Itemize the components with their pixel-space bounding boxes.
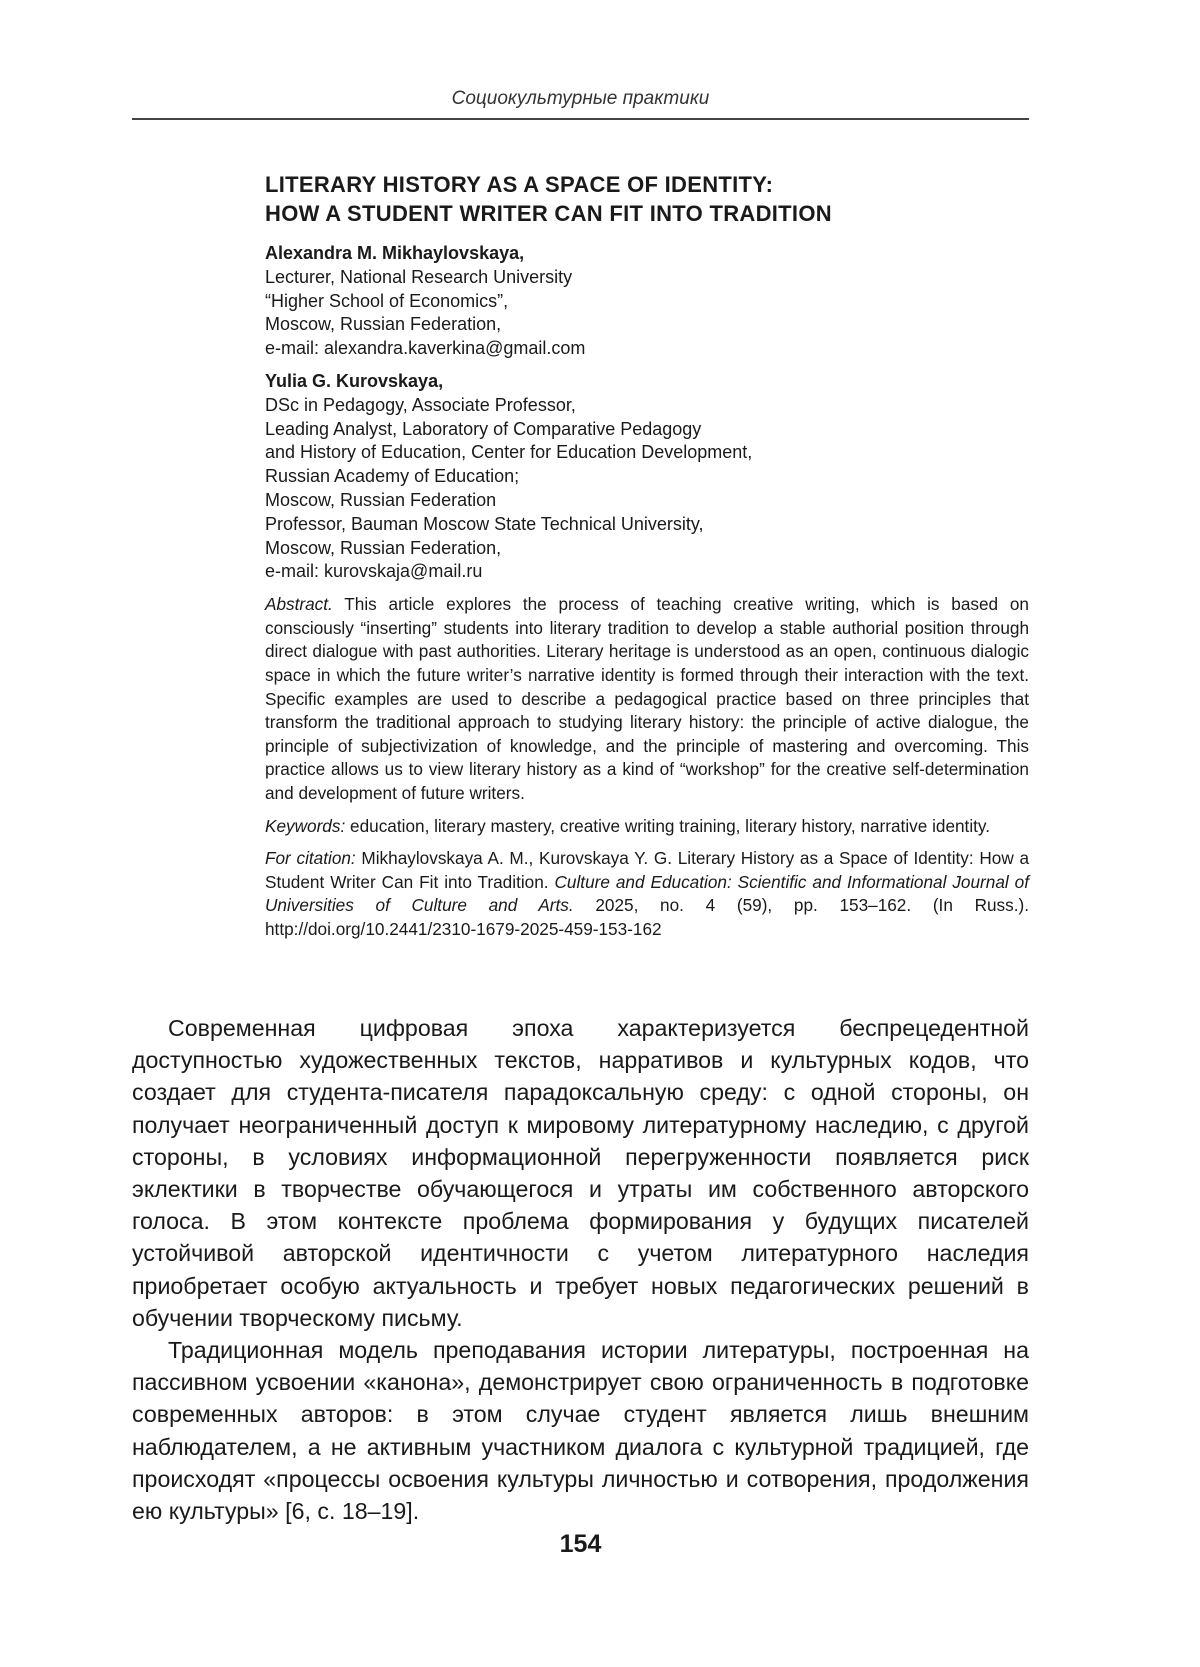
author-2-line: Leading Analyst, Laboratory of Comparative Pedagogy (265, 418, 702, 439)
author-2-line: DSc in Pedagogy, Associate Professor, (265, 394, 576, 415)
citation (265, 847, 1029, 941)
title-line-2: HOW A STUDENT WRITER CAN FIT INTO TRADITION (265, 201, 832, 226)
keywords-label: Keywords: (265, 815, 346, 836)
author-1-email[interactable]: e-mail: alexandra.kaverkina@gmail.com (265, 338, 586, 359)
article-meta (265, 170, 1029, 941)
citation-label: For citation: (265, 848, 356, 869)
author-2-line: Russian Academy of Education; (265, 466, 520, 487)
citation-doi[interactable]: 2025, no. 4 (59), pp. 153–162. (In Russ.). http://doi.org/10.2441/2310-1679-2025-459-153-162 (265, 895, 1029, 939)
author-1-line: “Higher School of Economics”, (265, 290, 509, 311)
abstract-label: Abstract. (265, 594, 333, 615)
author-2-line: Moscow, Russian Federation, (265, 537, 502, 558)
author-1-line: Moscow, Russian Federation, (265, 314, 502, 335)
author-1-line: Lecturer, National Research University (265, 266, 573, 287)
abstract-text: This article explores the process of teaching creative writing, which is based on consciously “inserting” students into literary tradition to develop a stable authorial position through direct dialogue with past authorities. Literary heritage is understood as an open, continuous dialogic space in which the future writer’s narrative identity is formed through their interaction with the text. Specific examples are used to describe a pedagogical practice based on three principles that transform the traditional approach to studying literary history: the principle of active dialogue, the principle of subjectivization of knowledge, and the principle of mastering and overcoming. This practice allows us to view literary history as a kind of “workshop” for the creative self-determination and development of future writers. (265, 594, 1029, 803)
keywords-text: education, literary mastery, creative writing training, literary history, narrative identity. (345, 815, 991, 836)
author-2-name: Yulia G. Kurovskaya, (265, 370, 444, 391)
abstract (265, 593, 1029, 805)
author-1 (265, 242, 1029, 361)
author-2-email[interactable]: e-mail: kurovskaja@mail.ru (265, 561, 483, 582)
author-2-line: and History of Education, Center for Education Development, (265, 442, 753, 463)
body-paragraph-1: Современная цифровая эпоха характеризуется беспрецедентной доступностью художественных текстов, нарративов и культурных кодов, что создает для студента-писателя парадоксальную среду: с одной стороны, он получает неограниченный доступ к мировому литературному наследию, с другой стороны, в условиях информационной перегруженности появляется риск эклектики в творчестве обучающегося и утраты им собственного авторского голоса. В этом контексте проблема формирования у будущих писателей устойчивой авторской идентичности с учетом литературного наследия приобретает особую актуальность и требует новых педагогических решений в обучении творческому письму. (132, 1015, 1029, 1331)
author-2-line: Professor, Bauman Moscow State Technical University, (265, 513, 704, 534)
article-title (265, 170, 1029, 228)
body-text (132, 1012, 1029, 1527)
header-rule (132, 118, 1029, 120)
body-paragraph-2: Традиционная модель преподавания истории литературы, построенная на пассивном усвоении «канона», демонстрирует свою ограниченность в подготовке современных авторов: в этом случае студент является лишь внешним наблюдателем, а не активным участником диалога с культурной традицией, где происходят «процессы освоения культуры личностью и сотворения, продолжения ею культуры» [6, с. 18–19]. (132, 1337, 1029, 1525)
author-2 (265, 370, 1029, 584)
citation-text: Mikhaylovskaya A. M., Kurovskaya Y. G. Literary History as a Space of Identity: How a Student Writer Can Fit into Tradition. (265, 848, 1029, 892)
keywords (265, 815, 1029, 839)
citation-journal: Culture and Education: Scientific and Informational Journal of Universities of Culture and Arts. (265, 871, 1029, 916)
author-1-name: Alexandra M. Mikhaylovskaya, (265, 243, 525, 263)
title-line-1: LITERARY HISTORY AS A SPACE OF IDENTITY: (265, 172, 774, 197)
author-2-line: Moscow, Russian Federation (265, 489, 497, 510)
page-number: 154 (559, 1530, 602, 1558)
running-header: Социокультурные практики (451, 88, 710, 109)
